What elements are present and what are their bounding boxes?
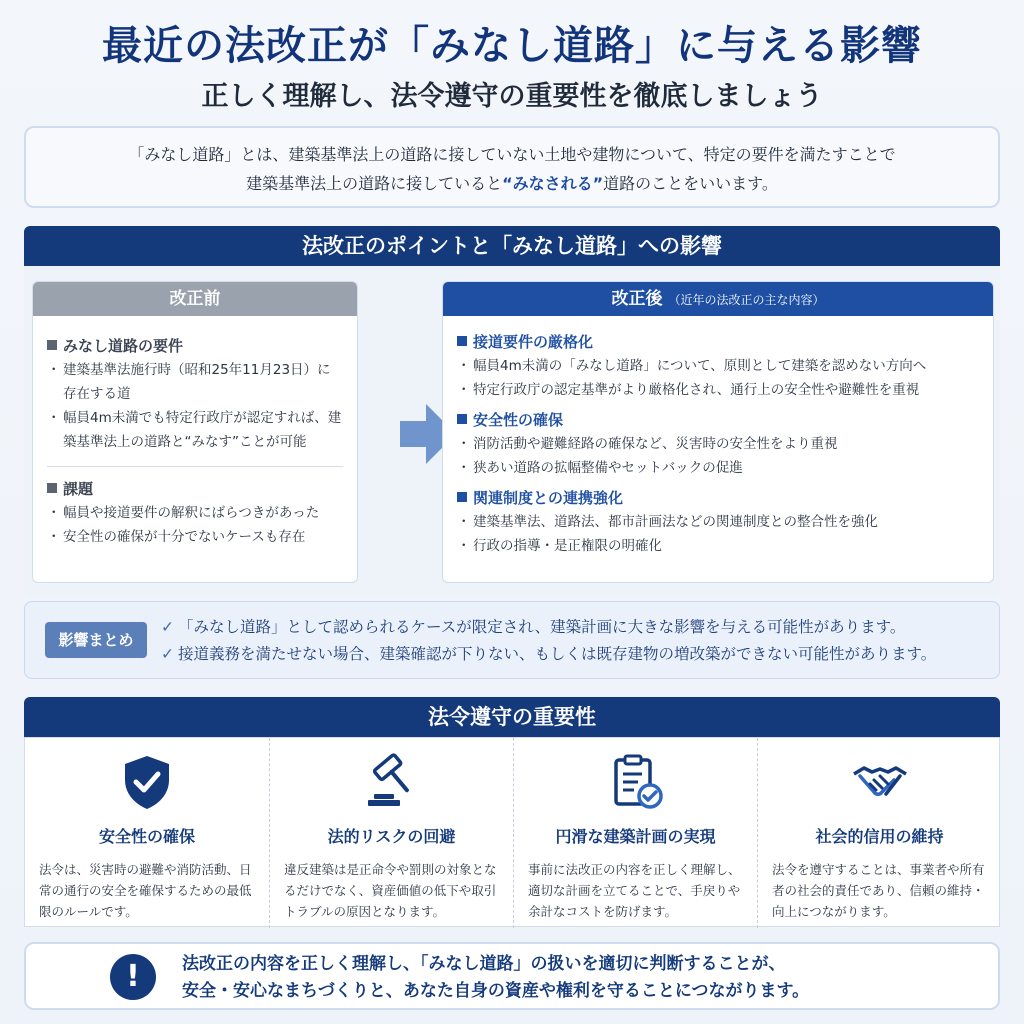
- before-requirements-heading-text: みなし道路の要件: [63, 337, 184, 355]
- square-bullet-icon: [457, 492, 467, 502]
- list-item: ・ 特定行政庁の認定基準がより厳格化され、通行上の安全性や避難性を重視: [457, 378, 979, 402]
- impact-item-text: 「みなし道路」として認められるケースが限定され、建築計画に大きな影響を与える可能性があります。: [178, 618, 906, 636]
- check-icon: ✓: [161, 645, 174, 663]
- after-group-heading-text: 安全性の確保: [473, 411, 564, 429]
- definition-line-2-post: 道路のことをいいます。: [603, 174, 778, 193]
- square-bullet-icon: [47, 483, 57, 493]
- handshake-icon: [850, 752, 910, 812]
- importance-column-text: 事前に法改正の内容を正しく理解し、適切な計画を立てることで、手戻りや余計なコストを防げます。: [528, 862, 741, 919]
- definition-emphasis: “みなされる”: [502, 174, 604, 193]
- before-issues-heading: [47, 477, 343, 501]
- impact-item: [161, 641, 936, 668]
- importance-column-title: 円滑な建築計画の実現: [555, 827, 716, 846]
- before-card: [32, 281, 358, 583]
- importance-column-title: 安全性の確保: [98, 827, 195, 846]
- gavel-icon: [362, 752, 422, 812]
- before-requirements-heading: [47, 334, 343, 358]
- after-group-heading: [457, 330, 979, 354]
- square-bullet-icon: [47, 340, 57, 350]
- importance-column-text: 法令は、災害時の避難や消防活動、日常の通行の安全を確保するための最低限のルールです。: [39, 862, 252, 919]
- impact-summary-label: 影響まとめ: [45, 622, 147, 658]
- importance-column-title: 法的リスクの回避: [327, 827, 456, 846]
- importance-column: [269, 738, 513, 928]
- definition-line-1: 「みなし道路」とは、建築基準法上の道路に接していない土地や建物について、特定の要件を満たすことで: [128, 145, 896, 164]
- list-item: ・ 建築基準法、道路法、都市計画法などの関連制度との整合性を強化: [457, 510, 979, 534]
- importance-column: [757, 738, 1001, 928]
- square-bullet-icon: [457, 414, 467, 424]
- definition-line-2: [26, 169, 998, 198]
- list-item: ・ 幅員4m未満の「みなし道路」について、原則として建築を認めない方向へ: [457, 354, 979, 378]
- importance-section-title: 法令遵守の重要性: [24, 697, 1000, 737]
- importance-column: [513, 738, 757, 928]
- list-item: ・ 狭あい道路の拡幅整備やセットバックの促進: [457, 456, 979, 480]
- conclusion-line-2: 安全・安心なまちづくりと、あなた自身の資産や権利を守ることにつながります。: [182, 981, 810, 1001]
- divider: [47, 466, 343, 467]
- before-card-header: 改正前: [33, 282, 357, 316]
- points-section-title: 法改正のポイントと「みなし道路」への影響: [24, 226, 1000, 266]
- after-group-heading: [457, 486, 979, 510]
- list-item: ・ 行政の指導・是正権限の明確化: [457, 534, 979, 558]
- list-item: ・ 消防活動や避難経路の確保など、災害時の安全性をより重視: [457, 432, 979, 456]
- list-item: ・ 建築基準法施行時（昭和25年11月23日）に存在する道: [47, 358, 343, 406]
- after-group-heading: [457, 408, 979, 432]
- exclamation-icon: !: [110, 954, 156, 1000]
- after-card: [442, 281, 994, 583]
- after-group-heading-text: 接道要件の厳格化: [473, 333, 594, 351]
- conclusion-line-1: 法改正の内容を正しく理解し、「みなし道路」の扱いを適切に判断することが、: [182, 954, 786, 974]
- page-subtitle: 正しく理解し、法令遵守の重要性を徹底しましょう: [201, 81, 823, 112]
- square-bullet-icon: [457, 336, 467, 346]
- after-group-heading-text: 関連制度との連携強化: [473, 489, 624, 507]
- importance-panel: [24, 737, 1000, 927]
- list-item: ・ 安全性の確保が十分でないケースも存在: [47, 525, 343, 549]
- definition-box: [24, 126, 1000, 208]
- list-item: ・ 幅員や接道要件の解釈にばらつきがあった: [47, 501, 343, 525]
- clipboard-check-icon: [606, 752, 666, 812]
- conclusion-box: [24, 942, 1000, 1010]
- list-item: ・ 幅員4m未満でも特定行政庁が認定すれば、建築基準法上の道路と“みなす”ことが可能: [47, 406, 343, 454]
- impact-item-text: 接道義務を満たせない場合、建築確認が下りない、もしくは既存建物の増改築ができない可能性があります。: [178, 645, 937, 663]
- before-issues-heading-text: 課題: [63, 480, 94, 498]
- importance-column-text: 違反建築は是正命令や罰則の対象となるだけでなく、資産価値の低下や取引トラブルの原因となります。: [284, 862, 497, 919]
- after-card-header: [443, 282, 993, 316]
- importance-column-text: 法令を遵守することは、事業者や所有者の社会的責任であり、信頼の維持・向上につながります。: [772, 862, 985, 919]
- after-card-header-label: 改正後: [611, 289, 663, 309]
- check-icon: ✓: [161, 618, 174, 636]
- importance-column-title: 社会的信用の維持: [815, 827, 944, 846]
- impact-item: [161, 614, 936, 641]
- page-title: 最近の法改正が「みなし道路」に与える影響: [102, 23, 922, 69]
- shield-check-icon: [117, 752, 177, 812]
- impact-summary: [24, 601, 1000, 679]
- after-card-header-note: （近年の法改正の主な内容）: [668, 293, 825, 307]
- definition-line-2-pre: 建築基準法上の道路に接していると: [246, 174, 503, 193]
- comparison-area: [24, 266, 1000, 596]
- importance-column: [25, 738, 269, 928]
